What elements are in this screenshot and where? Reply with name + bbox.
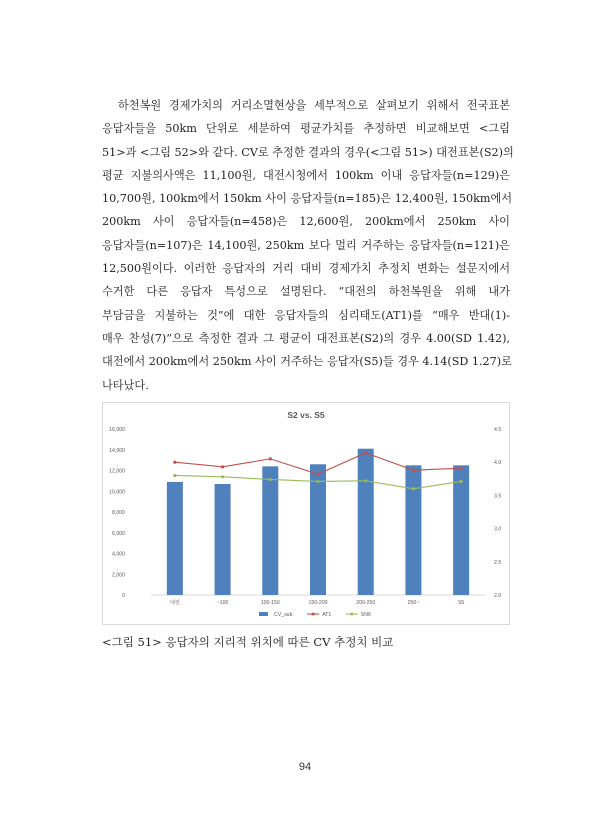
bar	[215, 484, 231, 595]
legend-label: AT1	[322, 612, 332, 618]
x-tick-label: ~100	[216, 600, 229, 606]
body-paragraph	[102, 94, 514, 397]
x-tick-label: 대전	[169, 600, 180, 606]
legend-marker	[312, 613, 315, 616]
bar	[358, 449, 374, 595]
line-point	[412, 487, 415, 490]
bar	[453, 465, 469, 595]
chart-svg	[103, 403, 509, 624]
line-point	[316, 473, 319, 476]
figure-caption: <그림 51> 응답자의 지리적 위치에 따른 CV 추정치 비교	[102, 635, 394, 649]
y2-tick-label: 2.5	[494, 559, 502, 566]
line-point	[364, 479, 367, 482]
paragraph-line: 평균 지불의사액은 11,100원, 대전시청에서 100km 이내 응답자들(n=129)은	[102, 168, 510, 182]
legend-label: SN6	[360, 612, 371, 618]
line-point	[269, 478, 272, 481]
paragraph-line: 대전에서 200km에서 250km 사이 거주하는 응답자(S5)들 경우 4.14(SD 1.27)로	[102, 355, 512, 369]
y2-tick-label: 4.0	[494, 460, 502, 467]
line-point	[460, 480, 463, 483]
bar	[262, 466, 278, 595]
y2-tick-label: 2.0	[494, 593, 502, 599]
page-number: 94	[298, 761, 312, 773]
paragraph-line: 수거한 다른 응답자 특성으로 설명된다. “대전의 하천복원을 위해 내가	[102, 285, 510, 299]
paragraph-line: 10,700원, 100km에서 150km 사이 응답자들(n=185)은 12,400원, 150km에서	[102, 192, 513, 206]
line-point	[316, 480, 319, 483]
y-tick-label: 10,000	[109, 489, 125, 496]
y-tick-label: 2,000	[112, 572, 125, 579]
paragraph-line: 나타났다.	[102, 378, 149, 392]
y-tick-label: 12,000	[109, 468, 125, 475]
line-point	[173, 474, 176, 477]
bar	[167, 482, 183, 595]
y-tick-label: 0	[122, 593, 125, 599]
y-tick-label: 14,000	[109, 447, 125, 454]
y2-tick-label: 3.0	[494, 526, 502, 533]
paragraph-line: 응답자들(n=107)은 14,100원, 250km 보다 멀리 거주하는 응답자들(n=121)은	[102, 238, 510, 252]
line-point	[269, 457, 272, 460]
paragraph-line: 51>과 <그림 52>와 같다. CV로 추정한 결과의 경우(<그림 51>) 대전표본(S2)의	[102, 145, 514, 159]
paragraph-line: 200km 사이 응답자들(n=458)은 12,600원, 200km에서 250km 사이	[102, 215, 510, 229]
chart-s2-vs-s5	[102, 402, 510, 625]
paragraph-line: 응답자들을 50km 단위로 세분하여 평균가치를 추정하면 비교해보면 <그림	[102, 122, 510, 136]
line-point	[460, 467, 463, 470]
chart-title: S2 vs. S5	[287, 410, 325, 420]
bar	[405, 465, 421, 595]
legend-swatch	[259, 612, 268, 616]
line-point	[173, 461, 176, 464]
y-tick-label: 6,000	[112, 530, 125, 537]
line-point	[412, 469, 415, 472]
y-tick-label: 16,000	[109, 427, 125, 433]
line-point	[221, 475, 224, 478]
y2-tick-label: 3.5	[494, 493, 502, 500]
x-tick-label: 250~	[407, 600, 420, 606]
legend-label: CV_sub	[274, 612, 293, 618]
line-point	[221, 465, 224, 468]
x-tick-label: 200-250	[356, 600, 376, 606]
paragraph-line: 매우 찬성(7)”으로 측정한 결과 그 평균이 대전표본(S2)의 경우 4.00(SD 1.42),	[102, 331, 510, 345]
legend-marker	[350, 613, 353, 616]
paragraph-line: 12,500원이다. 이러한 응답자의 거리 대비 경제가치 추정치 변화는 설문지에서	[102, 262, 510, 276]
y2-tick-label: 4.5	[494, 427, 502, 433]
line-point	[364, 451, 367, 454]
paragraph-line: 부담금을 지불하는 것”에 대한 응답자들의 심리태도(AT1)를 “매우 반대(1)-	[102, 308, 510, 322]
paragraph-line: 하천복원 경제가치의 거리소멸현상을 세부적으로 살펴보기 위해서 전국표본	[118, 99, 510, 112]
bar	[310, 464, 326, 595]
y-tick-label: 8,000	[112, 510, 125, 516]
y-tick-label: 4,000	[112, 551, 125, 558]
x-tick-label: 100-150	[260, 600, 280, 606]
x-tick-label: S5	[457, 600, 465, 606]
x-tick-label: 150-200	[308, 600, 328, 606]
